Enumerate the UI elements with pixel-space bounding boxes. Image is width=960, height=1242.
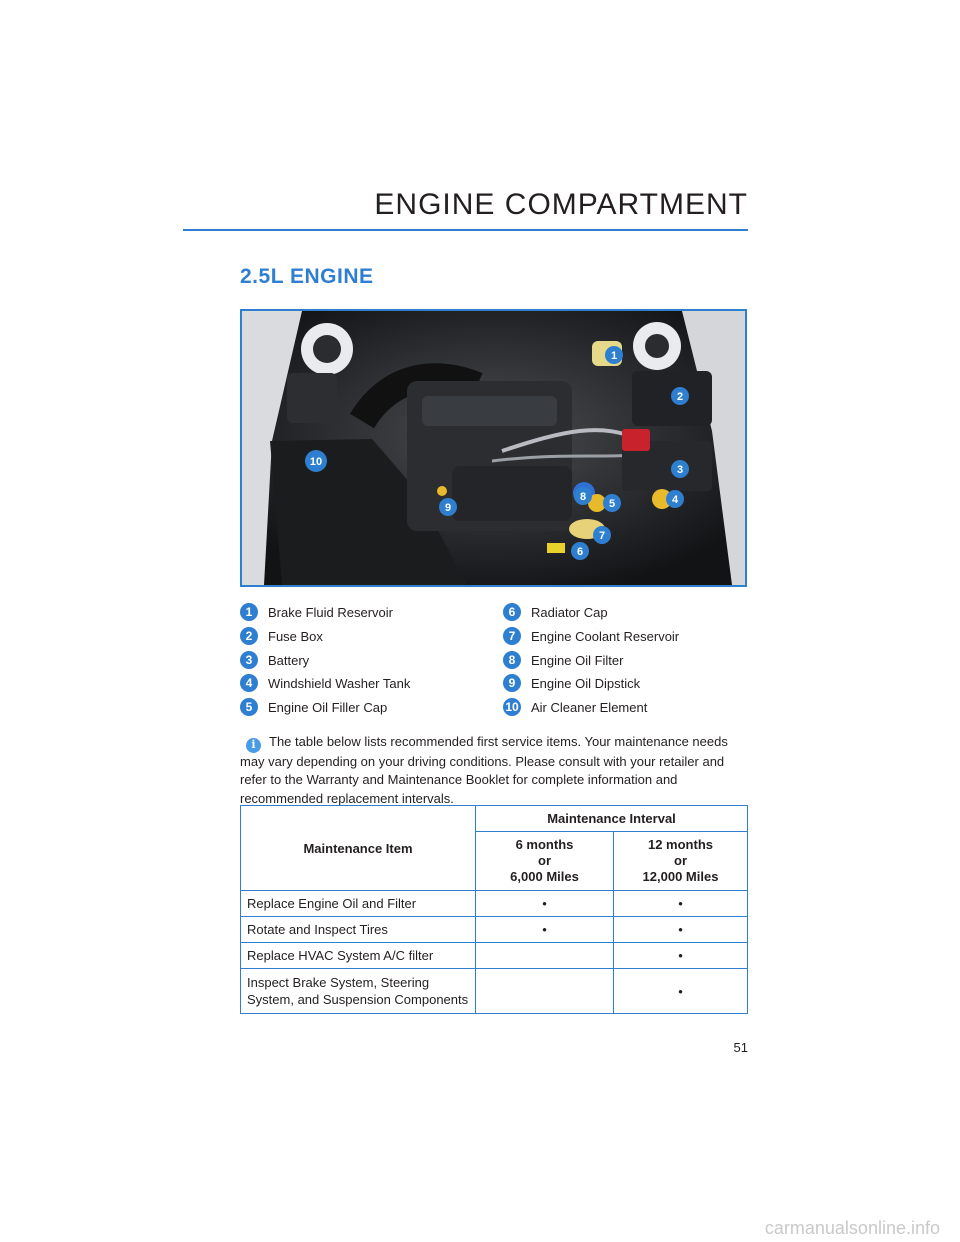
svg-text:3: 3 (676, 464, 684, 476)
legend-item-9 (503, 674, 640, 692)
header-rule (183, 229, 748, 231)
row-item: Replace HVAC System A/C filter (241, 943, 476, 969)
row-12-month-mark: • (614, 891, 748, 917)
legend-badge: 7 (503, 627, 521, 645)
table-row (241, 891, 748, 917)
interval-6-line2: or (538, 853, 551, 868)
table-row (241, 917, 748, 943)
row-12-month-mark: • (614, 943, 748, 969)
legend-item-7 (503, 627, 679, 645)
interval-12-line2: or (674, 853, 687, 868)
table-row (241, 969, 748, 1014)
table-row (241, 943, 748, 969)
interval-6-line1: 6 months (515, 837, 574, 852)
interval-header: Maintenance Interval (476, 806, 748, 832)
marker-6 (571, 542, 589, 560)
marker-5 (603, 494, 621, 512)
legend-badge: 5 (240, 698, 258, 716)
row-12-month-mark: • (614, 917, 748, 943)
legend-label: Engine Oil Filler Cap (268, 699, 388, 715)
legend-badge: 10 (503, 698, 521, 716)
svg-text:8: 8 (579, 491, 587, 503)
row-6-month-mark: • (476, 891, 614, 917)
legend-label: Windshield Washer Tank (268, 675, 411, 691)
interval-6-months (476, 832, 614, 891)
row-6-month-mark (476, 943, 614, 969)
legend-badge: 6 (503, 603, 521, 621)
legend-label: Battery (268, 652, 310, 668)
svg-text:9: 9 (444, 502, 452, 514)
engine-illustration (242, 311, 745, 585)
legend-badge: 2 (240, 627, 258, 645)
svg-text:1: 1 (610, 350, 618, 362)
svg-text:10: 10 (309, 456, 323, 468)
legend-item-2 (240, 627, 323, 645)
legend-label: Air Cleaner Element (531, 699, 648, 715)
legend-item-6 (503, 603, 608, 621)
svg-text:2: 2 (676, 391, 684, 403)
marker-3 (671, 460, 689, 478)
section-title: ENGINE COMPARTMENT (374, 188, 748, 221)
marker-7 (593, 526, 611, 544)
legend-item-5 (240, 698, 387, 716)
info-icon: i (246, 738, 261, 753)
row-item-line1: Inspect Brake System, Steering (247, 975, 430, 990)
legend-badge: 9 (503, 674, 521, 692)
item-header: Maintenance Item (241, 806, 476, 891)
legend-badge: 4 (240, 674, 258, 692)
legend-item-8 (503, 651, 623, 669)
row-item (241, 969, 476, 1014)
legend-item-3 (240, 651, 309, 669)
marker-9 (439, 498, 457, 516)
marker-10 (305, 450, 327, 472)
legend-item-10 (503, 698, 647, 716)
maintenance-table (240, 805, 748, 1014)
legend-label: Fuse Box (268, 628, 323, 644)
legend-label: Brake Fluid Reservoir (268, 604, 393, 620)
legend-label: Engine Coolant Reservoir (531, 628, 680, 644)
note-text: The table below lists recommended first service items. Your maintenance needs may vary depending on your driving conditions. Please consult with your retailer and refer to the Warranty and Maintenance Booklet for complete information and recommended replacement intervals. (240, 734, 728, 806)
marker-2 (671, 387, 689, 405)
info-note (240, 733, 750, 808)
legend-label: Engine Oil Filter (531, 652, 624, 668)
row-6-month-mark (476, 969, 614, 1014)
legend-badge: 8 (503, 651, 521, 669)
svg-text:6: 6 (576, 546, 584, 558)
watermark: carmanualsonline.info (764, 1218, 940, 1238)
marker-4 (666, 490, 684, 508)
engine-photo (240, 309, 747, 587)
interval-12-months (614, 832, 748, 891)
page-subtitle: 2.5L ENGINE (240, 265, 374, 288)
interval-12-line3: 12,000 Miles (642, 869, 719, 884)
row-item-line2: System, and Suspension Components (247, 992, 469, 1007)
legend-badge: 1 (240, 603, 258, 621)
page-number: 51 (733, 1040, 748, 1055)
legend-item-1 (240, 603, 393, 621)
svg-text:7: 7 (598, 530, 606, 542)
svg-text:4: 4 (671, 494, 679, 506)
legend-badge: 3 (240, 651, 258, 669)
row-6-month-mark: • (476, 917, 614, 943)
row-item: Rotate and Inspect Tires (241, 917, 476, 943)
interval-12-line1: 12 months (647, 837, 713, 852)
marker-8 (574, 487, 592, 505)
svg-text:5: 5 (608, 498, 616, 510)
interval-6-line3: 6,000 Miles (510, 869, 579, 884)
row-item: Replace Engine Oil and Filter (241, 891, 476, 917)
legend-label: Engine Oil Dipstick (531, 675, 641, 691)
marker-1 (605, 346, 623, 364)
legend-label: Radiator Cap (531, 604, 608, 620)
row-12-month-mark: • (614, 969, 748, 1014)
legend-item-4 (240, 674, 410, 692)
